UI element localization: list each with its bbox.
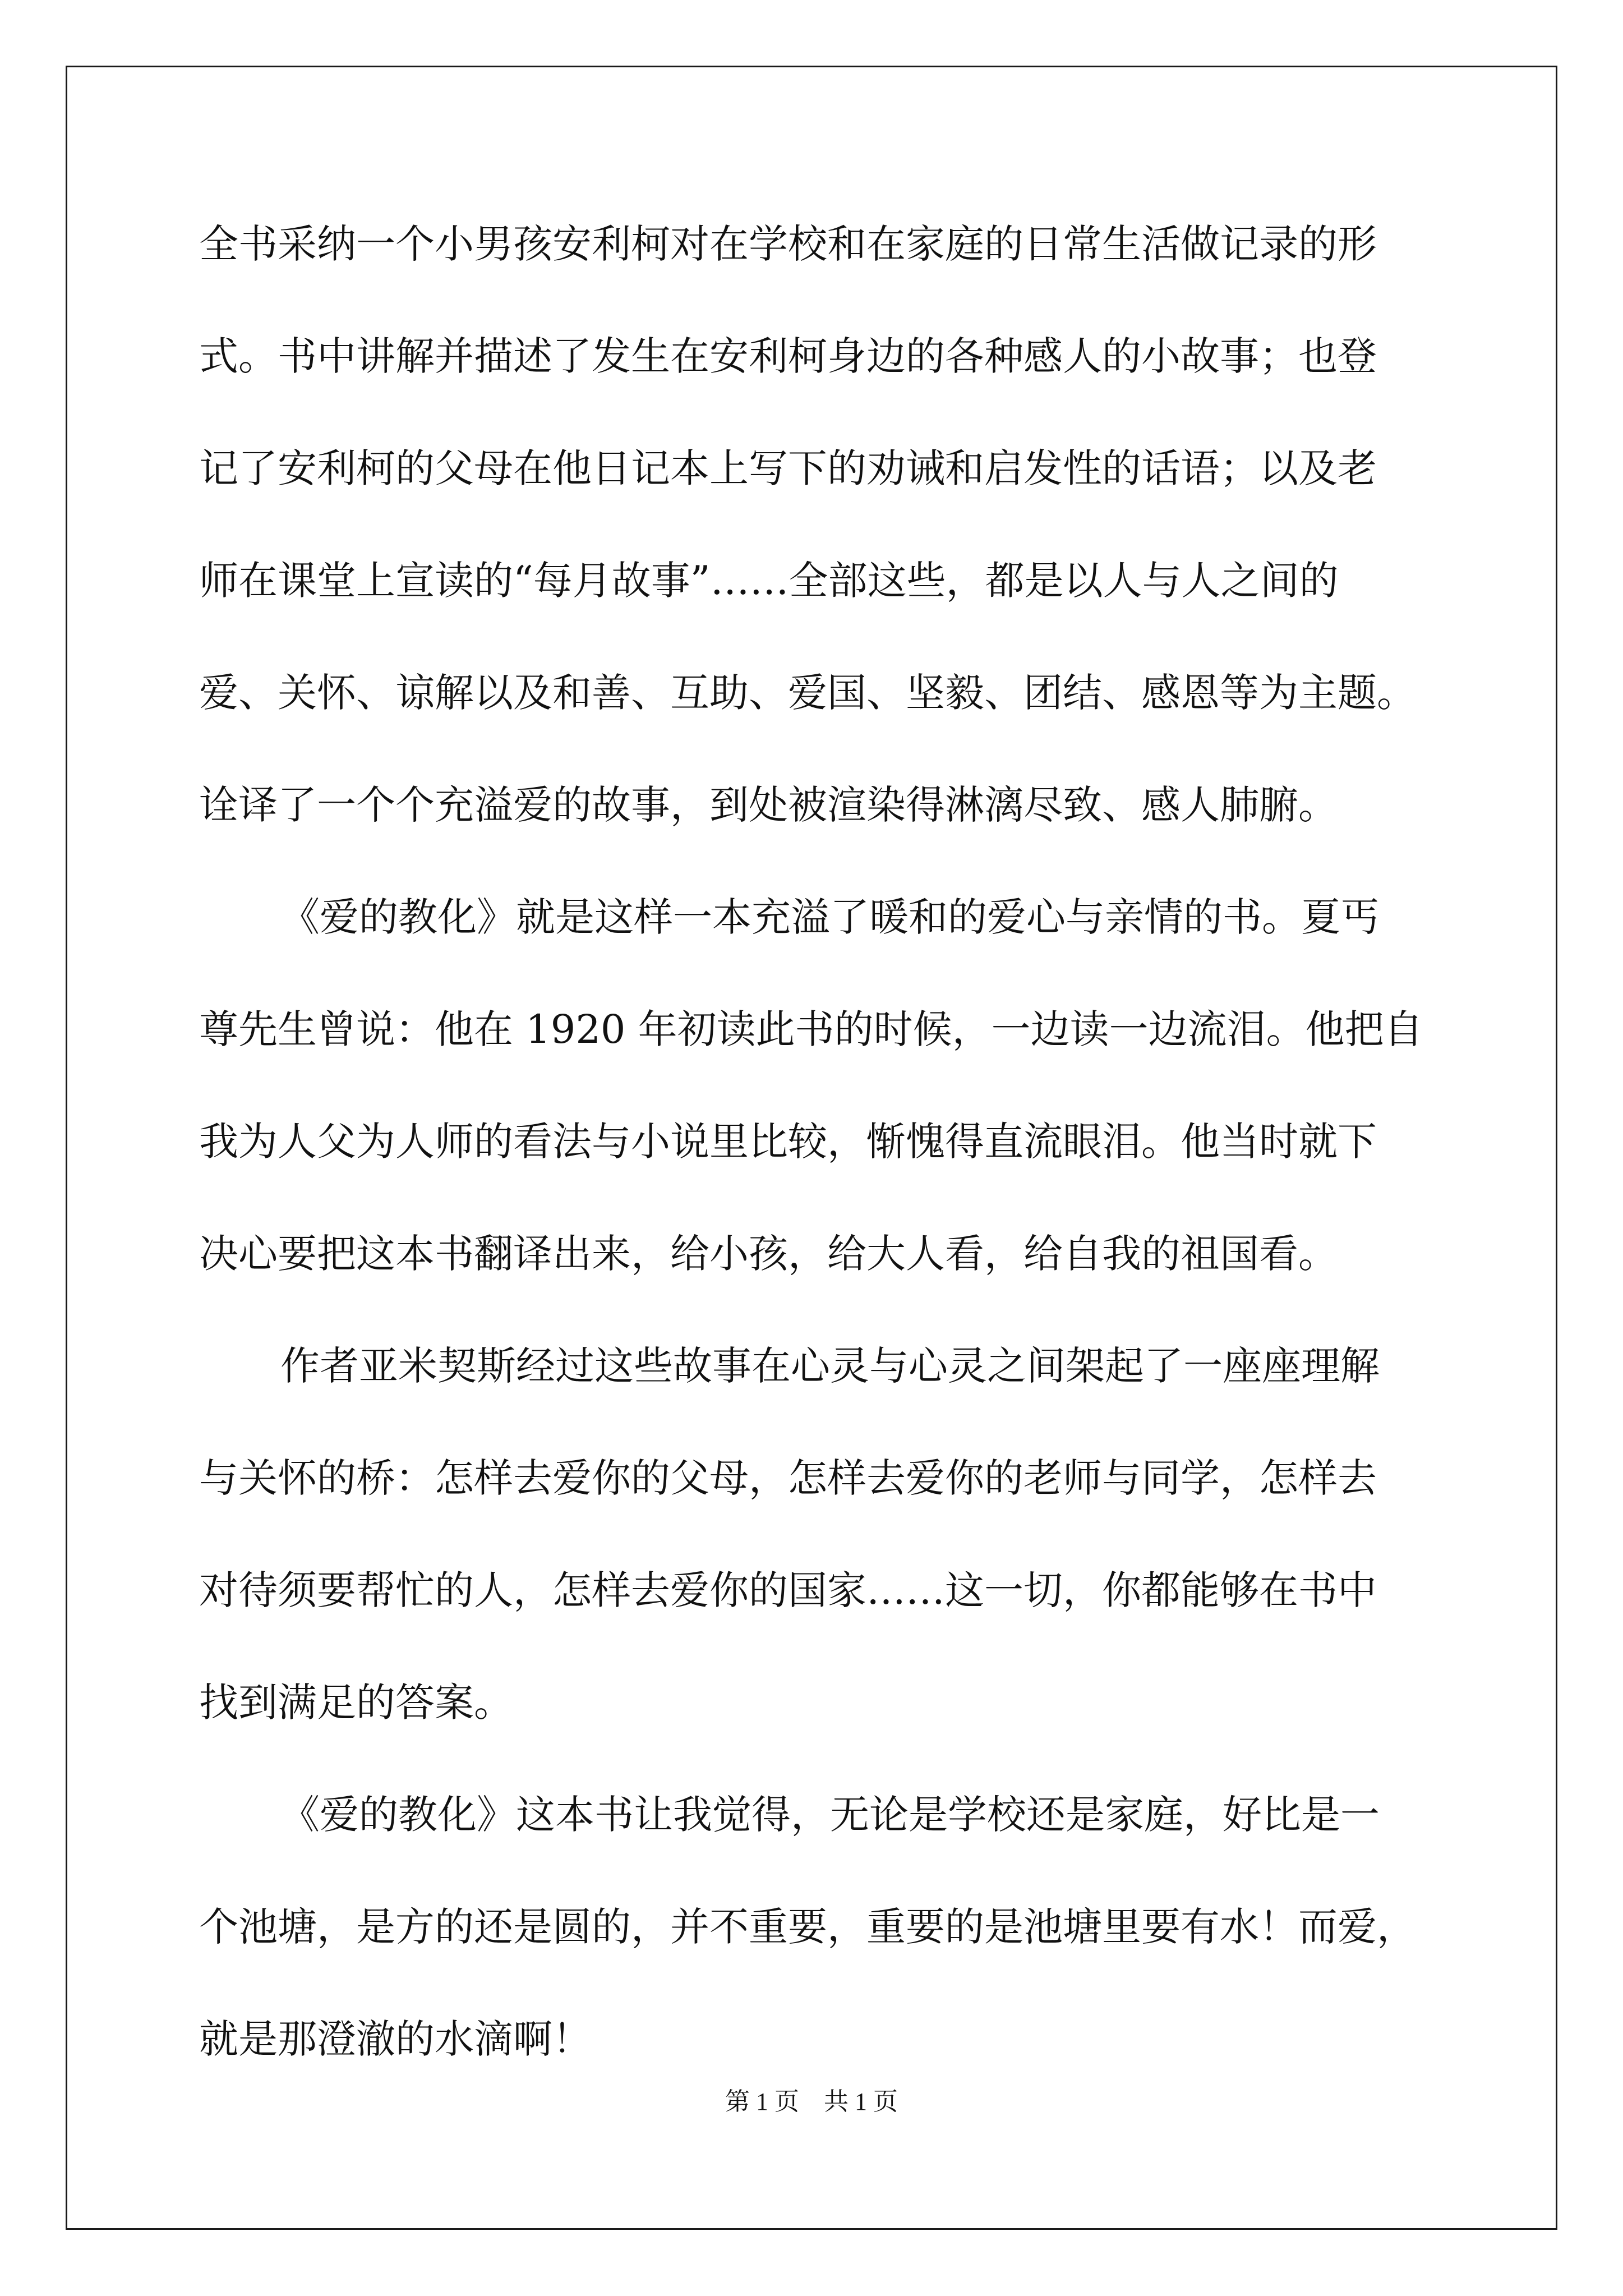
paragraph-start-line: 《爱的教化》这本书让我觉得，无论是学校还是家庭，好比是一: [280, 1792, 1380, 1838]
body-line: 师在课堂上宣读的“每月故事”……全部这些，都是以人与人之间的: [199, 558, 1339, 604]
body-line: 尊先生曾说：他在 1920 年初读此书的时候，一边读一边流泪。他把自: [199, 1006, 1423, 1052]
body-line: 找到满足的答案。: [199, 1680, 513, 1726]
body-line: 全书采纳一个小男孩安利柯对在学校和在家庭的日常生活做记录的形: [199, 221, 1377, 267]
paragraph-start-line: 作者亚米契斯经过这些故事在心灵与心灵之间架起了一座座理解: [280, 1343, 1380, 1389]
body-line: 与关怀的桥：怎样去爱你的父母，怎样去爱你的老师与同学，怎样去: [199, 1455, 1377, 1501]
body-line: 式。书中讲解并描述了发生在安利柯身边的各种感人的小故事；也登: [199, 333, 1377, 379]
body-line: 我为人父为人师的看法与小说里比较，惭愧得直流眼泪。他当时就下: [199, 1119, 1377, 1165]
body-line: 对待须要帮忙的人，怎样去爱你的国家……这一切，你都能够在书中: [199, 1567, 1377, 1613]
body-line: 爱、关怀、谅解以及和善、互助、爱国、坚毅、团结、感恩等为主题。: [199, 670, 1416, 716]
body-line: 记了安利柯的父母在他日记本上写下的劝诫和启发性的话语；以及老: [199, 445, 1377, 491]
body-line: 决心要把这本书翻译出来，给小孩，给大人看，给自我的祖国看。: [199, 1231, 1338, 1277]
page-number-footer: 第 1 页 共 1 页: [725, 2088, 898, 2115]
paragraph-start-line: 《爱的教化》就是这样一本充溢了暖和的爱心与亲情的书。夏丐: [280, 894, 1380, 940]
body-line: 就是那澄澈的水滴啊！: [199, 2016, 592, 2062]
body-line: 个池塘，是方的还是圆的，并不重要，重要的是池塘里要有水！而爱，: [199, 1904, 1416, 1950]
body-line: 诠译了一个个充溢爱的故事，到处被渲染得淋漓尽致、感人肺腑。: [199, 782, 1338, 828]
